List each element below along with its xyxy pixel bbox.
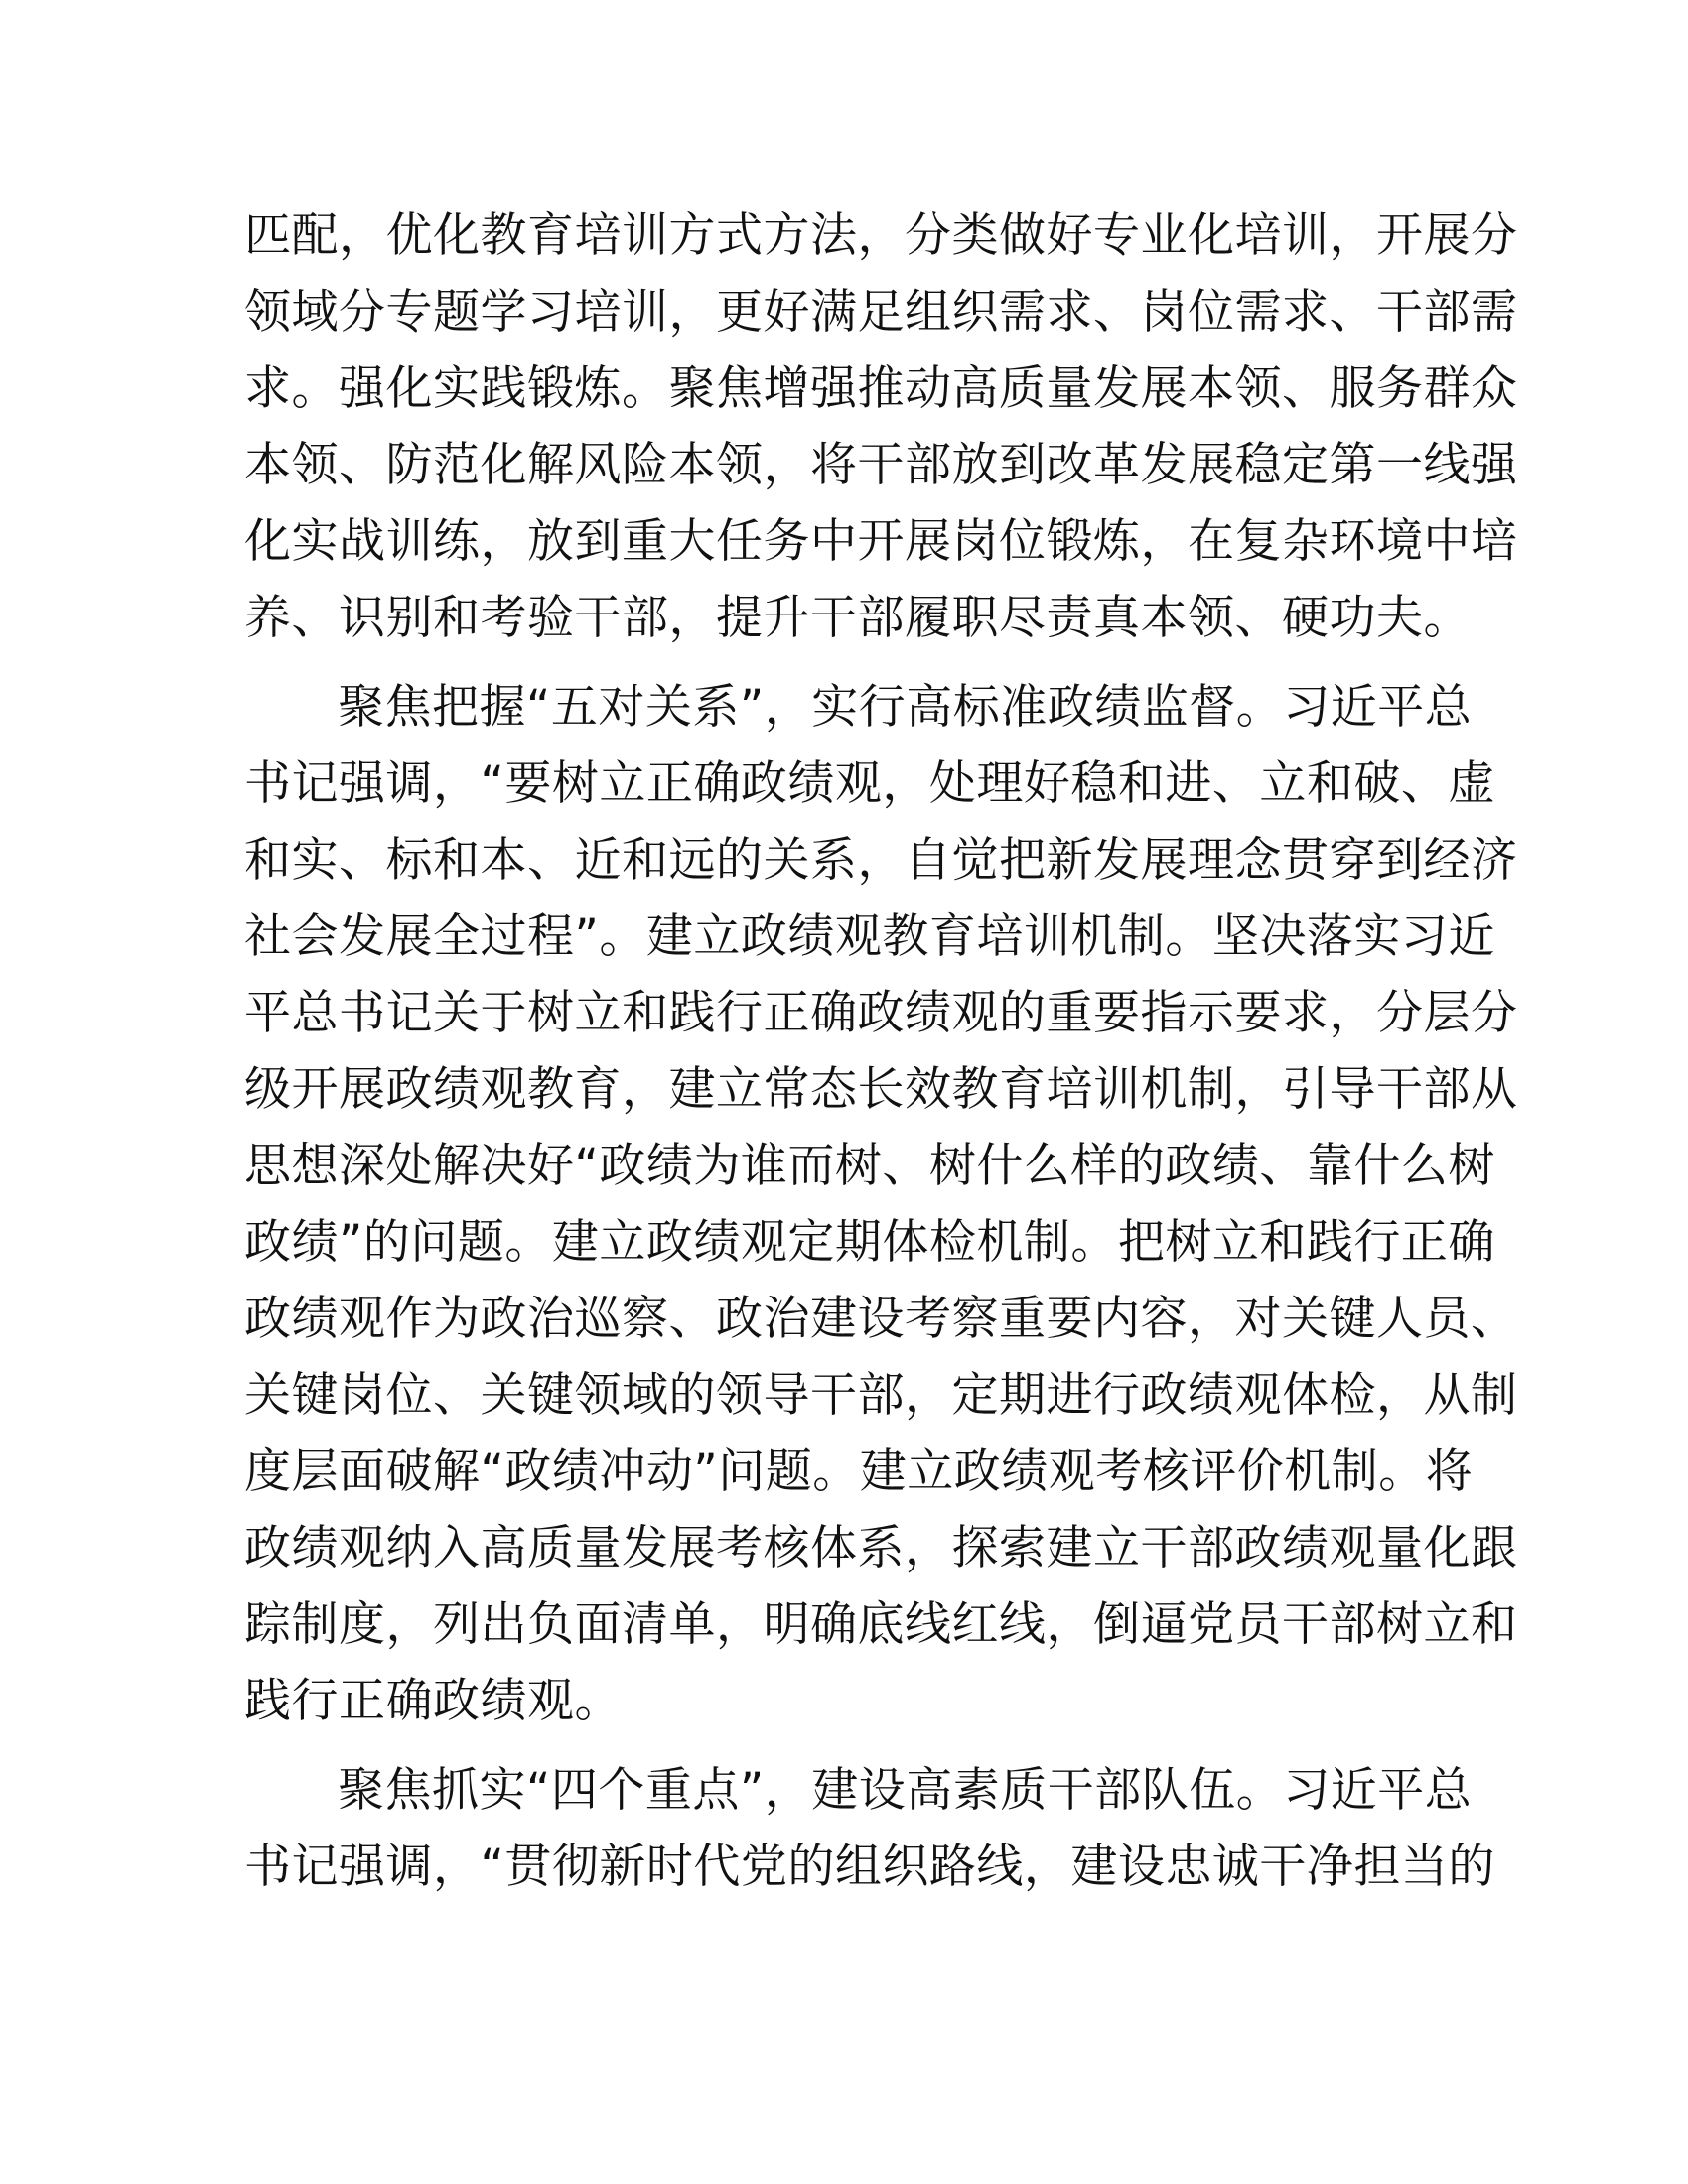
text-line: 践行正确政绩观。 xyxy=(244,1674,622,1728)
text-line: 养、识别和考验干部，提升干部履职尽责真本领、硬功夫。 xyxy=(244,591,1471,645)
text-line: 社会发展全过程”。建立政绩观教育培训机制。坚决落实习近 xyxy=(244,909,1495,964)
text-line: 和实、标和本、近和远的关系，自觉把新发展理念贯穿到经济 xyxy=(244,833,1518,887)
text-line: 领域分专题学习培训，更好满足组织需求、岗位需求、干部需 xyxy=(244,285,1518,340)
text-line: 思想深处解决好“政绩为谁而树、树什么样的政绩、靠什么树 xyxy=(244,1139,1495,1193)
paragraph-first-line: 聚焦抓实“四个重点”，建设高素质干部队伍。习近平总 xyxy=(338,1763,1473,1818)
text-line: 踪制度，列出负面清单，明确底线红线，倒逼党员干部树立和 xyxy=(244,1597,1518,1652)
text-line: 度层面破解“政绩冲动”问题。建立政绩观考核评价机制。将 xyxy=(244,1444,1474,1499)
text-line: 关键岗位、关键领域的领导干部，定期进行政绩观体检，从制 xyxy=(244,1368,1518,1423)
text-line: 书记强调，“要树立正确政绩观，处理好稳和进、立和破、虚 xyxy=(244,756,1495,811)
text-line: 政绩观作为政治巡察、政治建设考察重要内容，对关键人员、 xyxy=(244,1292,1518,1346)
text-line: 本领、防范化解风险本领，将干部放到改革发展稳定第一线强 xyxy=(244,438,1518,492)
text-line: 政绩观纳入高质量发展考核体系，探索建立干部政绩观量化跟 xyxy=(244,1521,1518,1575)
text-line: 平总书记关于树立和践行正确政绩观的重要指示要求，分层分 xyxy=(244,986,1518,1040)
text-line: 政绩”的问题。建立政绩观定期体检机制。把树立和践行正确 xyxy=(244,1215,1495,1270)
text-line: 匹配，优化教育培训方式方法，分类做好专业化培训，开展分 xyxy=(244,208,1518,263)
text-line: 级开展政绩观教育，建立常态长效教育培训机制，引导干部从 xyxy=(244,1062,1518,1117)
text-line: 书记强调，“贯彻新时代党的组织路线，建设忠诚干净担当的 xyxy=(244,1840,1495,1894)
paragraph-first-line: 聚焦把握“五对关系”，实行高标准政绩监督。习近平总 xyxy=(338,680,1473,735)
text-line: 化实战训练，放到重大任务中开展岗位锻炼，在复杂环境中培 xyxy=(244,514,1518,569)
text-line: 求。强化实践锻炼。聚焦增强推动高质量发展本领、服务群众 xyxy=(244,361,1518,416)
